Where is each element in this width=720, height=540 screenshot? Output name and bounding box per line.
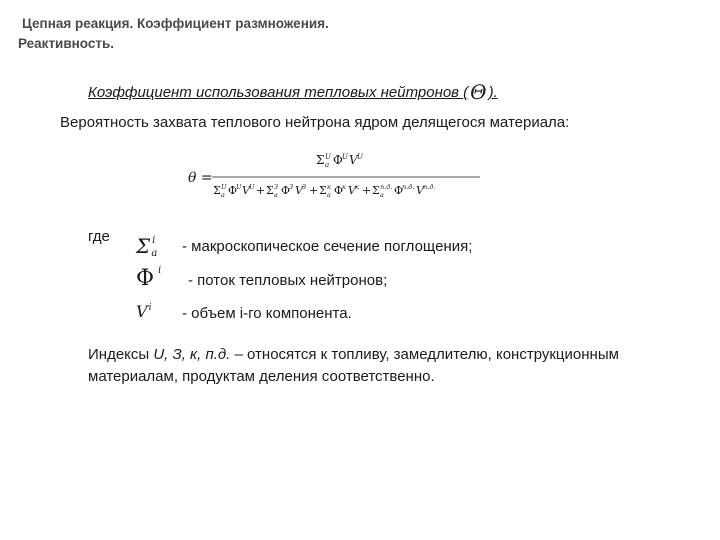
svg-text:Φ: Φ (394, 184, 404, 197)
indices-note (88, 344, 688, 388)
svg-text:+: + (256, 184, 266, 197)
svg-text:U: U (342, 153, 348, 161)
formula-denominator (213, 183, 435, 199)
title-line-2: Реактивность. (18, 36, 115, 51)
phi-symbol: Φ $^i$ (136, 265, 162, 291)
formula-graphic (186, 150, 486, 206)
svg-text:Σ: Σ (316, 153, 325, 167)
section-heading (88, 80, 498, 104)
svg-text:a: a (221, 191, 225, 199)
svg-text:U: U (221, 183, 227, 191)
svg-text:a: a (327, 191, 331, 199)
svg-text:a: a (274, 191, 278, 199)
svg-text:U: U (325, 153, 331, 161)
svg-text:З: З (289, 183, 294, 191)
svg-text:к: к (327, 183, 331, 191)
section-heading-close: ). (488, 84, 498, 101)
svg-text:a: a (325, 161, 330, 169)
svg-text:Φ: Φ (333, 153, 343, 167)
formula-lhs: θ = (188, 170, 213, 186)
definition-flux: - поток тепловых нейтронов; (188, 272, 388, 289)
title-line-1: Цепная реакция. Коэффициент размножения. (22, 16, 329, 31)
definition-cross-section: - макроскопическое сечение поглощения; (182, 238, 473, 255)
svg-text:V: V (348, 184, 356, 197)
probability-statement: Вероятность захвата теплового нейтрона ядром делящегося материала: (60, 114, 570, 131)
slide-title (18, 14, 329, 54)
volume-symbol: $V^i$ (136, 302, 152, 321)
svg-text:к: к (355, 183, 359, 191)
svg-text:+: + (309, 184, 319, 197)
indices-letters: U, З, к, п.д. (153, 346, 231, 363)
section-heading-text: Коэффициент использования тепловых нейтронов ( (88, 84, 469, 101)
formula-numerator (316, 153, 364, 169)
svg-text:Σ: Σ (213, 184, 221, 197)
svg-text:Σ: Σ (372, 184, 380, 197)
svg-text:Φ: Φ (281, 184, 291, 197)
svg-text:U: U (236, 183, 242, 191)
theta-formula (186, 150, 486, 206)
svg-text:З: З (274, 183, 279, 191)
svg-text:Σ: Σ (266, 184, 274, 197)
svg-text:п.д.: п.д. (402, 183, 415, 191)
svg-text:Φ: Φ (334, 184, 344, 197)
svg-text:a: a (380, 191, 384, 199)
indices-prefix: Индексы (88, 346, 154, 363)
svg-text:V: V (349, 153, 358, 167)
svg-text:п.д.: п.д. (423, 183, 436, 191)
svg-text:U: U (357, 153, 363, 161)
theta-symbol: Θ (470, 80, 487, 104)
svg-text:к: к (342, 183, 346, 191)
svg-text:п.д.: п.д. (380, 183, 393, 191)
indices-suffix: – относятся к топливу, замедлителю, конструкционным материалам, продуктам деления соответственно. (88, 346, 619, 385)
svg-text:Φ: Φ (228, 184, 238, 197)
definition-volume: - объем i-го компонента. (182, 305, 352, 322)
svg-text:V: V (295, 184, 303, 197)
svg-text:Σ: Σ (319, 184, 327, 197)
where-label: где (88, 228, 110, 245)
svg-text:V: V (416, 184, 424, 197)
svg-text:З: З (302, 183, 307, 191)
sigma-symbol: Σ $^i$a (136, 234, 158, 259)
svg-text:U: U (249, 183, 255, 191)
svg-text:+: + (362, 184, 372, 197)
svg-text:V: V (242, 184, 250, 197)
